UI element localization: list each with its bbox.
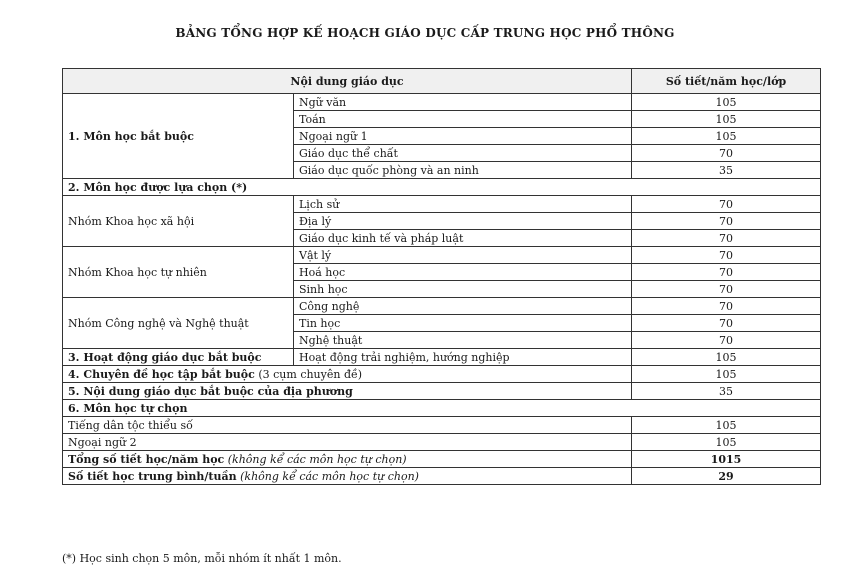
group-label-social: Nhóm Khoa học xã hội	[63, 196, 294, 247]
table-row	[63, 366, 821, 383]
hours-cell: 70	[632, 196, 821, 213]
table-row	[63, 94, 821, 111]
table-row	[63, 451, 821, 468]
total-year-hours: 1015	[632, 451, 821, 468]
group-label-tech-arts: Nhóm Công nghệ và Nghệ thuật	[63, 298, 294, 349]
hours-cell: 70	[632, 332, 821, 349]
subject-cell: Ngoại ngữ 1	[294, 128, 632, 145]
subject-cell: Tiếng dân tộc thiểu số	[63, 417, 632, 434]
table-row	[63, 349, 821, 366]
hours-cell: 70	[632, 230, 821, 247]
table-header-row	[63, 69, 821, 94]
hours-cell: 70	[632, 145, 821, 162]
hours-cell: 70	[632, 247, 821, 264]
table-row	[63, 400, 821, 417]
subject-cell: Toán	[294, 111, 632, 128]
total-year-label: Tổng số tiết học/năm học	[68, 452, 225, 466]
subject-cell: Hoá học	[294, 264, 632, 281]
subject-cell: Địa lý	[294, 213, 632, 230]
group-label-natural: Nhóm Khoa học tự nhiên	[63, 247, 294, 298]
header-hours: Số tiết/năm học/lớp	[632, 69, 821, 94]
hours-cell: 35	[632, 162, 821, 179]
optional-heading: 6. Môn học tự chọn	[63, 400, 821, 417]
hours-cell: 70	[632, 264, 821, 281]
hours-cell: 105	[632, 366, 821, 383]
subject-cell: Công nghệ	[294, 298, 632, 315]
hours-cell: 105	[632, 434, 821, 451]
avg-week-cell	[63, 468, 632, 485]
total-year-cell	[63, 451, 632, 468]
table-row	[63, 434, 821, 451]
topics-label: 4. Chuyên đề học tập bắt buộc	[68, 367, 255, 381]
hours-cell: 70	[632, 213, 821, 230]
subject-cell: Hoạt động trải nghiệm, hướng nghiệp	[294, 349, 632, 366]
education-plan-table	[62, 68, 821, 485]
topics-cell	[63, 366, 632, 383]
avg-week-hours: 29	[632, 468, 821, 485]
activities-label: 3. Hoạt động giáo dục bắt buộc	[63, 349, 294, 366]
hours-cell: 70	[632, 298, 821, 315]
hours-cell: 70	[632, 281, 821, 298]
subject-cell: Nghệ thuật	[294, 332, 632, 349]
subject-cell: Giáo dục thể chất	[294, 145, 632, 162]
table-row	[63, 468, 821, 485]
avg-week-label: Số tiết học trung bình/tuần	[68, 469, 237, 483]
subject-cell: Giáo dục quốc phòng và an ninh	[294, 162, 632, 179]
avg-week-note: (không kể các môn học tự chọn)	[236, 469, 419, 483]
document-title: BẢNG TỔNG HỢP KẾ HOẠCH GIÁO DỤC CẤP TRUNG HỌC PHỔ THÔNG	[175, 26, 675, 40]
hours-cell: 105	[632, 128, 821, 145]
subject-cell: Vật lý	[294, 247, 632, 264]
subject-cell: Giáo dục kinh tế và pháp luật	[294, 230, 632, 247]
subject-cell: Lịch sử	[294, 196, 632, 213]
total-year-note: (không kể các môn học tự chọn)	[224, 452, 407, 466]
header-content: Nội dung giáo dục	[63, 69, 632, 94]
table-row	[63, 298, 821, 315]
hours-cell: 70	[632, 315, 821, 332]
hours-cell: 35	[632, 383, 821, 400]
hours-cell: 105	[632, 349, 821, 366]
local-label: 5. Nội dung giáo dục bắt buộc của địa phương	[63, 383, 632, 400]
table-row	[63, 383, 821, 400]
mandatory-label: 1. Môn học bắt buộc	[63, 94, 294, 179]
hours-cell: 105	[632, 111, 821, 128]
table-row	[63, 417, 821, 434]
footnote: (*) Học sinh chọn 5 môn, mỗi nhóm ít nhất 1 môn.	[62, 552, 342, 565]
hours-cell: 105	[632, 417, 821, 434]
subject-cell: Ngữ văn	[294, 94, 632, 111]
elective-heading: 2. Môn học được lựa chọn (*)	[63, 179, 821, 196]
topics-note: (3 cụm chuyên đề)	[254, 367, 363, 381]
subject-cell: Sinh học	[294, 281, 632, 298]
table-row	[63, 196, 821, 213]
subject-cell: Tin học	[294, 315, 632, 332]
hours-cell: 105	[632, 94, 821, 111]
table-row	[63, 179, 821, 196]
table-row	[63, 247, 821, 264]
subject-cell: Ngoại ngữ 2	[63, 434, 632, 451]
